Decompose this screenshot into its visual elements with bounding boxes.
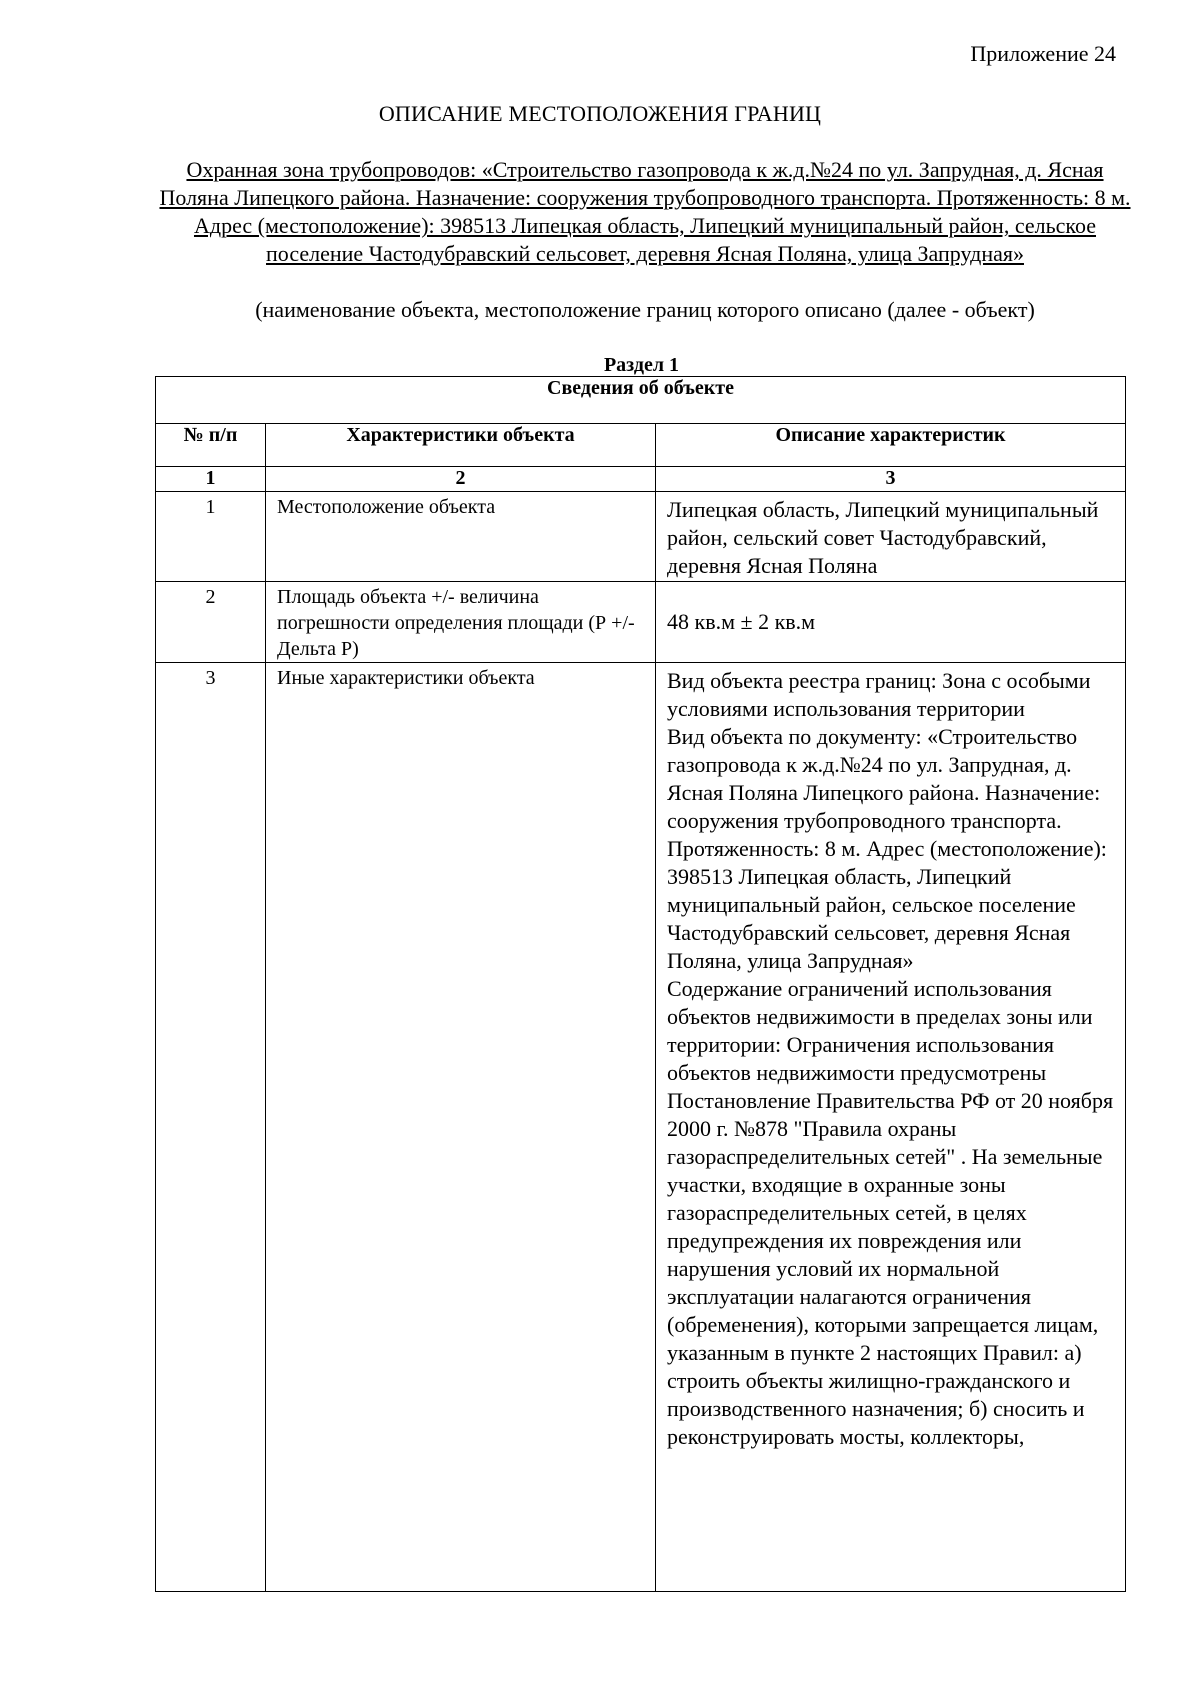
row-number: 2 <box>156 582 266 663</box>
column-header-description: Описание характеристик <box>656 424 1126 467</box>
object-name: Охранная зона трубопроводов: «Строительство газопровода к ж.д.№24 по ул. Запрудная, д. Ясная Поляна Липецкого района. Назначение: сооружения трубопроводного транспорта. Протяженность: 8 м. Адрес (местоположение): 398513 Липецкая область, Липецкий муниципальный район, сельское поселение Частодубравский сельсовет, деревня Ясная Поляна, улица Запрудная» <box>159 157 1131 266</box>
table-caption: Сведения об объекте <box>156 377 1126 424</box>
row-description: 48 кв.м ± 2 кв.м <box>656 582 1126 663</box>
appendix-label: Приложение 24 <box>970 41 1116 66</box>
row-number: 3 <box>156 663 266 1592</box>
document-title: ОПИСАНИЕ МЕСТОПОЛОЖЕНИЯ ГРАНИЦ <box>378 101 822 126</box>
column-number-row <box>156 467 1126 492</box>
column-header-number: № п/п <box>156 424 266 467</box>
object-info-table <box>155 376 1126 1592</box>
column-number: 3 <box>656 467 1126 492</box>
column-header-characteristic: Характеристики объекта <box>266 424 656 467</box>
column-number: 1 <box>156 467 266 492</box>
column-number: 2 <box>266 467 656 492</box>
row-characteristic: Площадь объекта +/- величина погрешности определения площади (Р +/- Дельта Р) <box>266 582 656 663</box>
table-row <box>156 663 1126 1592</box>
table-caption-row <box>156 377 1126 424</box>
section-title: Раздел 1 <box>603 354 680 376</box>
row-description: Липецкая область, Липецкий муниципальный район, сельский совет Частодубравский, деревня Ясная Поляна <box>656 492 1126 582</box>
row-number: 1 <box>156 492 266 582</box>
row-characteristic: Иные характеристики объекта <box>266 663 656 1592</box>
table-header-row <box>156 424 1126 467</box>
object-name-caption: (наименование объекта, местоположение границ которого описано (далее - объект) <box>255 297 1035 322</box>
row-description: Вид объекта реестра границ: Зона с особыми условиями использования территории Вид объекта по документу: «Строительство газопровода к ж.д.№24 по ул. Запрудная, д. Ясная Поляна Липецкого района. Назначение: сооружения трубопроводного транспорта. Протяженность: 8 м. Адрес (местоположение): 398513 Липецкая область, Липецкий муниципальный район, сельское поселение Частодубравский сельсовет, деревня Ясная Поляна, улица Запрудная» Содержание ограничений использования объектов недвижимости в пределах зоны или территории: Ограничения использования объектов недвижимости предусмотрены Постановление Правительства РФ от 20 ноября 2000 г. №878 "Правила охраны газораспределительных сетей" . На земельные участки, входящие в охранные зоны газораспределительных сетей, в целях предупреждения их повреждения или нарушения условий их нормальной эксплуатации налагаются ограничения (обременения), которыми запрещается лицам, указанным в пункте 2 настоящих Правил: а) строить объекты жилищно-гражданского и производственного назначения; б) сносить и реконструировать мосты, коллекторы, <box>656 663 1126 1592</box>
row-characteristic: Местоположение объекта <box>266 492 656 582</box>
table-row <box>156 582 1126 663</box>
table-row <box>156 492 1126 582</box>
